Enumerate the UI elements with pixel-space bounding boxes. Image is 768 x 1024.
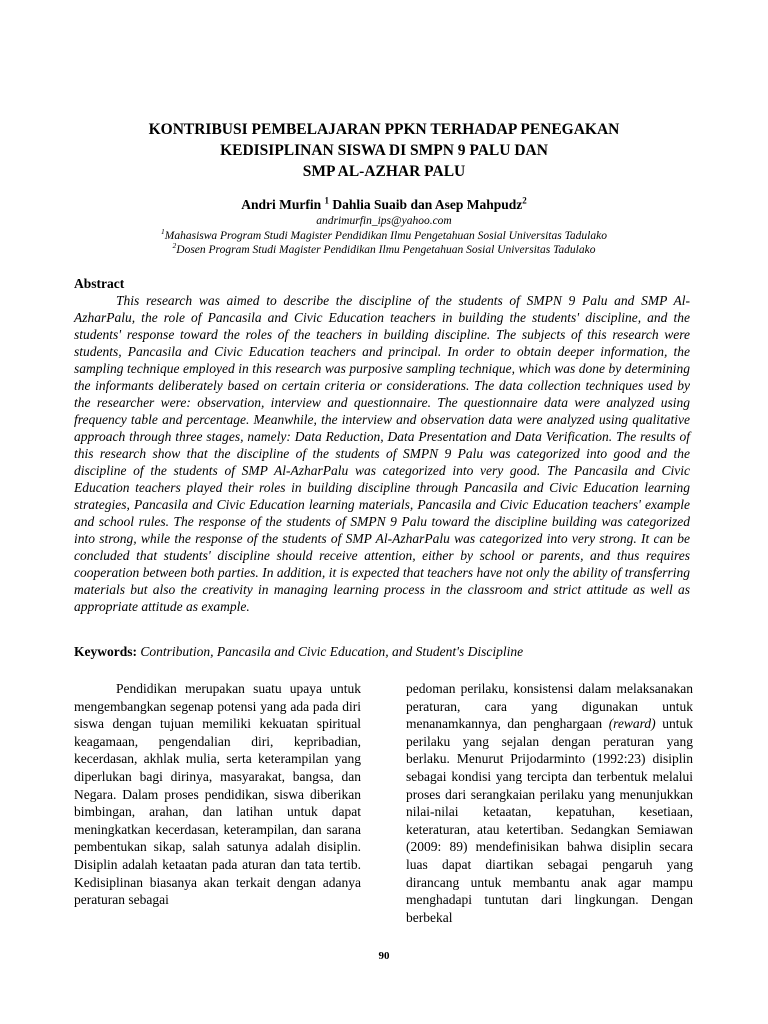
title-line-2: KEDISIPLINAN SISWA DI SMPN 9 PALU DAN (220, 142, 548, 159)
paper-title (0, 119, 768, 182)
affiliation-2 (0, 243, 768, 257)
author-1: Andri Murfin (241, 197, 322, 212)
page-number: 90 (378, 950, 390, 962)
author-2-affiliation-mark: 2 (522, 195, 527, 206)
author-email: andrimurfin_ips@yahoo.com (316, 215, 452, 227)
title-line-1: KONTRIBUSI PEMBELAJARAN PPKN TERHADAP PENEGAKAN (148, 121, 620, 138)
abstract-heading: Abstract (74, 276, 125, 291)
keywords-label: Keywords: (74, 644, 137, 659)
affiliation-2-text: Dosen Program Studi Magister Pendidikan Ilmu Pengetahuan Sosial Universitas Tadulako (176, 244, 596, 256)
affiliation-2-mark: 2 (172, 241, 177, 251)
affiliation-1-mark: 1 (161, 227, 165, 237)
body-paragraph-right (406, 680, 693, 926)
abstract-paragraph: This research was aimed to describe the discipline of the students of SMPN 9 Palu and SMP Al-AzharPalu, the role of Pancasila and Civic Education teachers in building the students' discipline, and the students' response toward the roles of the teachers in building discipline. The subjects of this research were students, Pancasila and Civic Education teachers and principal. In order to obtain deeper information, the sampling technique employed in this research was purposive sampling technique, which was done by determining the informants deliberately based on certain criteria or considerations. The data collection techniques used by the researcher were: observation, interview and questionnaire. The questionnaire data were analyzed using frequency table and percentage. Meanwhile, the interview and observation data were analyzed using qualitative approach through three stages, namely: Data Reduction, Data Presentation and Data Verification. The results of this research show that the discipline of the students of SMPN 9 Palu was categorized into good and the discipline of the students of SMP Al-AzharPalu was categorized into very good. The Pancasila and Civic Education teachers played their roles in building discipline through Pancasila and Civic Education learning strategies, Pancasila and Civic Education learning materials, Pancasila and Civic Education teachers' example and school rules. The response of the students of SMPN 9 Palu toward the discipline building was categorized into strong, while the response of the students of SMP Al-AzharPalu was categorized into very strong. It can be concluded that students' discipline should receive attention, either by school or parents, and thus requires cooperation between both parties. In addition, it is expected that teachers have not only the ability of transferring materials but also the creativity in managing learning process in the classroom and strict attitude as well as appropriate attitude as example. (74, 293, 690, 614)
keywords-text: Contribution, Pancasila and Civic Education, and Student's Discipline (140, 644, 524, 659)
body-column-right (406, 680, 693, 926)
author-line (0, 196, 768, 214)
body-right-reward: (reward) (608, 716, 656, 732)
abstract-body (74, 292, 690, 615)
affiliation-1 (0, 229, 768, 243)
body-right-part-2: untuk perilaku yang sejalan dengan peraturan yang berlaku. Menurut Prijodarminto (1992:23) disiplin sebagai kondisi yang tercipta dan terbentuk melalui proses dari serangkaian perilaku yang menunjukkan nilai-nilai ketaatan, kepatuhan, kesetiaan, keteraturan, atau ketertiban. Sedangkan Semiawan (2009: 89) mendefinisikan bahwa disiplin secara luas dapat diartikan sebagai pengaruh yang dirancang untuk membantu anak agar mampu menghadapi tuntutan dari lingkungan. Dengan berbekal (406, 716, 693, 925)
body-column-left (74, 680, 361, 909)
body-paragraph-left: Pendidikan merupakan suatu upaya untuk mengembangkan segenap potensi yang ada pada diri siswa dengan tujuan memiliki kekuatan spiritual keagamaan, pengendalian diri, kepribadian, kecerdasan, akhlak mulia, serta keterampilan yang diperlukan bagi dirinya, masyarakat, bangsa, dan Negara. Dalam proses pendidikan, siswa diberikan bimbingan, arahan, dan latihan untuk dapat meningkatkan kecerdasan, keterampilan, dan sarana pembentukan sikap, salah satunya adalah disiplin. Disiplin adalah ketaatan pada aturan dan tata tertib. Kedisiplinan biasanya akan terkait dengan adanya peraturan sebagai (74, 681, 361, 908)
body-right-part-1: pedoman perilaku, konsistensi dalam melaksanakan peraturan, cara yang digunakan untuk menanamkannya, dan penghargaan (406, 681, 693, 732)
author-2: Dahlia Suaib dan Asep Mahpudz (332, 197, 523, 212)
keywords (74, 643, 690, 660)
title-line-3: SMP AL-AZHAR PALU (302, 163, 466, 180)
affiliation-1-text: Mahasiswa Program Studi Magister Pendidikan Ilmu Pengetahuan Sosial Universitas Tadulako (164, 230, 607, 242)
author-1-affiliation-mark: 1 (324, 195, 330, 206)
